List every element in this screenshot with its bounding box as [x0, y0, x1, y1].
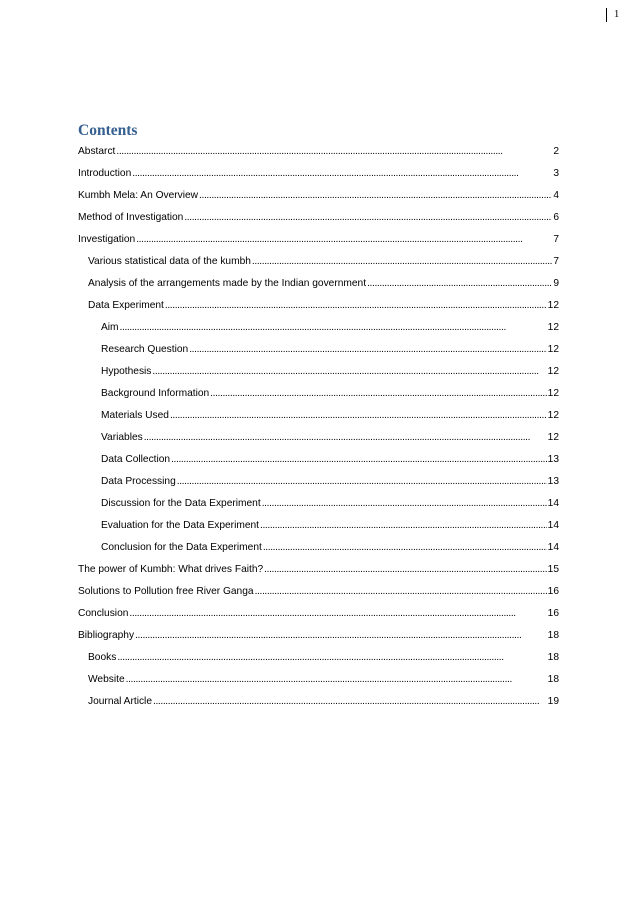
- toc-entry-title: Bibliography: [78, 630, 135, 641]
- toc-entry[interactable]: [78, 141, 559, 163]
- toc-entry[interactable]: [78, 647, 559, 669]
- toc-entry-title: Materials Used: [101, 410, 169, 421]
- toc-entry-title: Conclusion for the Data Experiment: [101, 542, 262, 553]
- toc-entry-page: 12: [547, 344, 559, 355]
- toc-heading: Contents: [78, 122, 138, 139]
- toc-entry[interactable]: [78, 449, 559, 471]
- toc-entry-page: 2: [553, 146, 559, 157]
- toc-entry[interactable]: [78, 427, 559, 449]
- toc-dot-leader: [153, 691, 547, 713]
- toc-dot-leader: [264, 559, 547, 581]
- toc-entry[interactable]: [78, 515, 559, 537]
- toc-entry-title: Various statistical data of the kumbh: [88, 256, 251, 267]
- toc-dot-leader: [367, 273, 552, 295]
- toc-entry-page: 13: [547, 454, 559, 465]
- toc-entry[interactable]: [78, 603, 559, 625]
- toc-entry[interactable]: [78, 207, 559, 229]
- toc-entry-page: 12: [547, 388, 559, 399]
- toc-dot-leader: [177, 471, 547, 493]
- toc-entry-page: 7: [553, 234, 559, 245]
- toc-entry-page: 16: [547, 586, 559, 597]
- toc-entry-page: 18: [547, 652, 559, 663]
- toc-entry[interactable]: [78, 229, 559, 251]
- toc-entry-page: 18: [547, 674, 559, 685]
- toc-entry-title: Data Experiment: [88, 300, 164, 311]
- toc-dot-leader: [199, 185, 552, 207]
- toc-entry-title: Data Collection: [101, 454, 171, 465]
- toc-dot-leader: [189, 339, 546, 361]
- toc-dot-leader: [255, 581, 547, 603]
- toc-entry-title: Research Question: [101, 344, 189, 355]
- toc-dot-leader: [136, 229, 552, 251]
- toc-entry[interactable]: [78, 339, 559, 361]
- toc-dot-leader: [263, 537, 547, 559]
- toc-dot-leader: [210, 383, 546, 405]
- toc-dot-leader: [135, 625, 547, 647]
- toc-entry-title: Analysis of the arrangements made by the Indian government: [88, 278, 367, 289]
- toc-entry-title: Website: [88, 674, 125, 685]
- toc-entry[interactable]: [78, 471, 559, 493]
- toc-dot-leader: [117, 647, 546, 669]
- toc-entry-page: 12: [547, 300, 559, 311]
- toc-dot-leader: [132, 163, 552, 185]
- toc-entry-title: Discussion for the Data Experiment: [101, 498, 261, 509]
- toc-dot-leader: [126, 669, 547, 691]
- toc-entry-page: 18: [547, 630, 559, 641]
- toc-entry[interactable]: [78, 383, 559, 405]
- toc-dot-leader: [171, 449, 547, 471]
- toc-entry-title: Solutions to Pollution free River Ganga: [78, 586, 254, 597]
- toc-entry[interactable]: [78, 625, 559, 647]
- toc-entry[interactable]: [78, 537, 559, 559]
- toc-entry-title: Conclusion: [78, 608, 129, 619]
- toc-entry[interactable]: [78, 361, 559, 383]
- toc-dot-leader: [120, 317, 547, 339]
- toc-entry[interactable]: [78, 405, 559, 427]
- toc-dot-leader: [152, 361, 546, 383]
- toc-entry-title: Aim: [101, 322, 119, 333]
- toc-entry-page: 12: [547, 366, 559, 377]
- toc-entry[interactable]: [78, 251, 559, 273]
- toc-entry[interactable]: [78, 493, 559, 515]
- toc-entry-page: 16: [547, 608, 559, 619]
- toc-entry-page: 4: [553, 190, 559, 201]
- toc-dot-leader: [260, 515, 547, 537]
- toc-entry-page: 15: [547, 564, 559, 575]
- toc-entry-title: Books: [88, 652, 117, 663]
- toc-entry-page: 7: [553, 256, 559, 267]
- toc-dot-leader: [170, 405, 547, 427]
- toc-entry-page: 12: [547, 322, 559, 333]
- toc-entry-title: Background Information: [101, 388, 210, 399]
- toc-entry-page: 14: [547, 498, 559, 509]
- toc-entry-page: 12: [547, 410, 559, 421]
- toc-entry-page: 13: [547, 476, 559, 487]
- toc-entry-page: 9: [553, 278, 559, 289]
- toc-entry[interactable]: [78, 559, 559, 581]
- toc-entry-title: Kumbh Mela: An Overview: [78, 190, 199, 201]
- toc-entry-title: Introduction: [78, 168, 132, 179]
- toc-entry[interactable]: [78, 669, 559, 691]
- toc-entry-title: Hypothesis: [101, 366, 152, 377]
- toc-entry-page: 12: [547, 432, 559, 443]
- toc-entry-title: Abstarct: [78, 146, 116, 157]
- toc-entry-page: 3: [553, 168, 559, 179]
- toc-dot-leader: [184, 207, 552, 229]
- toc-entry-title: Method of Investigation: [78, 212, 184, 223]
- toc-entry-page: 19: [547, 696, 559, 707]
- toc-dot-leader: [129, 603, 546, 625]
- page-number: [606, 8, 619, 22]
- toc-entry-title: Journal Article: [88, 696, 152, 707]
- table-of-contents: [78, 121, 559, 713]
- toc-entry-title: The power of Kumbh: What drives Faith?: [78, 564, 264, 575]
- toc-entry[interactable]: [78, 317, 559, 339]
- toc-entry[interactable]: [78, 273, 559, 295]
- toc-dot-leader: [252, 251, 552, 273]
- toc-entry-page: 14: [547, 542, 559, 553]
- toc-entry[interactable]: [78, 163, 559, 185]
- toc-dot-leader: [116, 141, 552, 163]
- toc-entry-title: Investigation: [78, 234, 136, 245]
- toc-entry-title: Data Processing: [101, 476, 176, 487]
- toc-list: [78, 141, 559, 713]
- toc-entry[interactable]: [78, 581, 559, 603]
- toc-dot-leader: [262, 493, 547, 515]
- toc-dot-leader: [165, 295, 547, 317]
- toc-entry[interactable]: [78, 185, 559, 207]
- toc-entry[interactable]: [78, 691, 559, 713]
- toc-entry-page: 14: [547, 520, 559, 531]
- toc-dot-leader: [144, 427, 547, 449]
- toc-entry-title: Evaluation for the Data Experiment: [101, 520, 259, 531]
- toc-entry[interactable]: [78, 295, 559, 317]
- toc-entry-title: Variables: [101, 432, 143, 443]
- toc-entry-page: 6: [553, 212, 559, 223]
- page-number-value: 1: [614, 9, 620, 20]
